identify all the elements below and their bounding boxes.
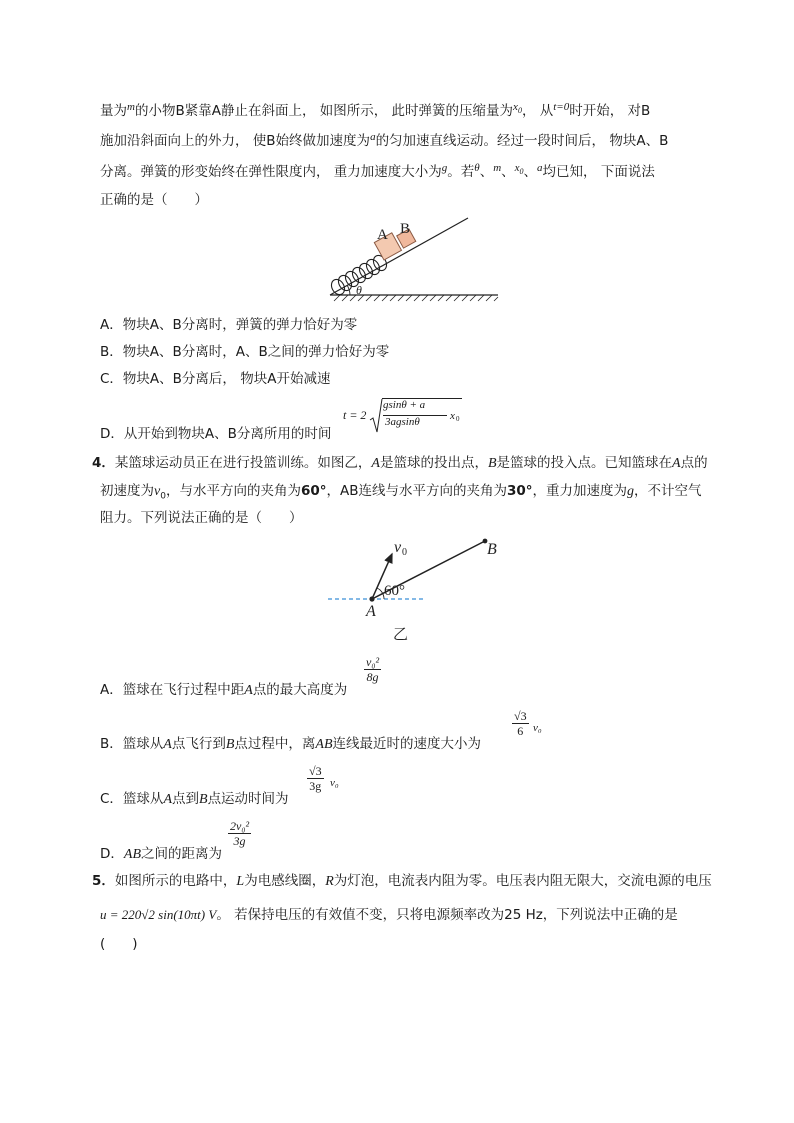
q4-option-c-tail: v₀ <box>330 777 339 789</box>
label-b: B <box>400 221 411 237</box>
q4-trajectory-figure <box>322 532 512 644</box>
label-a: A <box>377 227 388 243</box>
label-v0: v <box>394 539 402 556</box>
q5-stem-line-3: ( ) <box>100 936 138 952</box>
q3-stem-line-3: 分离。弹簧的形变始终在弹性限度内， 重力加速度大小为$^g$。若$^\theta$、$^m$、$^x$0、$^a$均已知， 下面说法 <box>100 162 655 180</box>
figure-caption: 乙 <box>393 627 409 643</box>
q4-stem-line-2: 初速度为$v_0$，与水平方向的夹角为60°，AB连线与水平方向的夹角为30°，重力加速度为g，不计空气 <box>100 483 702 502</box>
q3-stem-line-1: 量为$^m$的小物B紧靠A静止在斜面上， 如图所示， 此时弹簧的压缩量为$^x$0， 从$^{t=0}$时开始， 对B <box>100 101 651 119</box>
label-b: B <box>487 541 497 558</box>
q3-option-b: B．物块A、B分离时，A、B之间的弹力恰好为零 <box>100 344 390 360</box>
q5-stem-line-1: 5．如图所示的电路中，L为电感线圈，R为灯泡，电流表内阻为零。电压表内阻无限大，交流电源的电压 <box>92 873 712 889</box>
label-v0-sub: 0 <box>402 547 407 558</box>
q3-stem-line-2: 施加沿斜面向上的外力， 使B始终做加速度为$^a$的匀加速直线运动。经过一段时间后， 物块A、B <box>100 131 669 149</box>
sqrt-sign <box>369 398 383 434</box>
q3-option-d: D．从开始到物块A、B分离所用的时间 <box>100 426 332 442</box>
q3-option-a: A．物块A、B分离时，弹簧的弹力恰好为零 <box>100 317 358 333</box>
label-angle: 60° <box>384 583 405 599</box>
q4-option-c: C．篮球从A点到B点运动时间为 <box>100 791 289 807</box>
incline-line <box>330 218 468 295</box>
q4-option-b-tail: v₀ <box>533 722 542 734</box>
q5-stem-line-2: u = 220√2 sin(10πt) V。 若保持电压的有效值不变，只将电源频率改为25 Hz，下列说法中正确的是 <box>100 907 678 923</box>
q3-stem-line-4: 正确的是（ ） <box>100 192 208 208</box>
label-a: A <box>366 603 376 620</box>
q4-option-d: D．AB之间的距离为 <box>100 846 223 862</box>
q4-option-c-fraction: $\frac{√3}{3g}$ <box>309 764 322 793</box>
angle-arc <box>377 588 384 599</box>
angle-theta: θ <box>356 283 362 297</box>
q4-option-d-fraction: $\frac{\text{2v₀²}}{3g}$ <box>230 819 250 848</box>
q4-stem-line-1: 4．某篮球运动员正在进行投篮训练。如图乙，A是篮球的投出点，B是篮球的投入点。已知篮球在A点的 <box>92 455 708 471</box>
q4-option-a-fraction: $\frac{\text{v₀²}}{8g}$ <box>366 655 380 684</box>
q4-option-a: A．篮球在飞行过程中距A点的最大高度为 <box>100 682 348 698</box>
q4-option-b-fraction: $\frac{√3}{6}$ <box>514 709 527 738</box>
q4-option-b: B．篮球从A点飞行到B点过程中，离AB连线最近时的速度大小为 <box>100 736 481 752</box>
q3-option-c: C．物块A、B分离后， 物块A开始减速 <box>100 371 331 387</box>
q3-incline-figure <box>320 212 505 307</box>
point-a <box>369 596 374 601</box>
q4-stem-line-3: 阻力。下列说法正确的是（ ） <box>100 510 303 526</box>
